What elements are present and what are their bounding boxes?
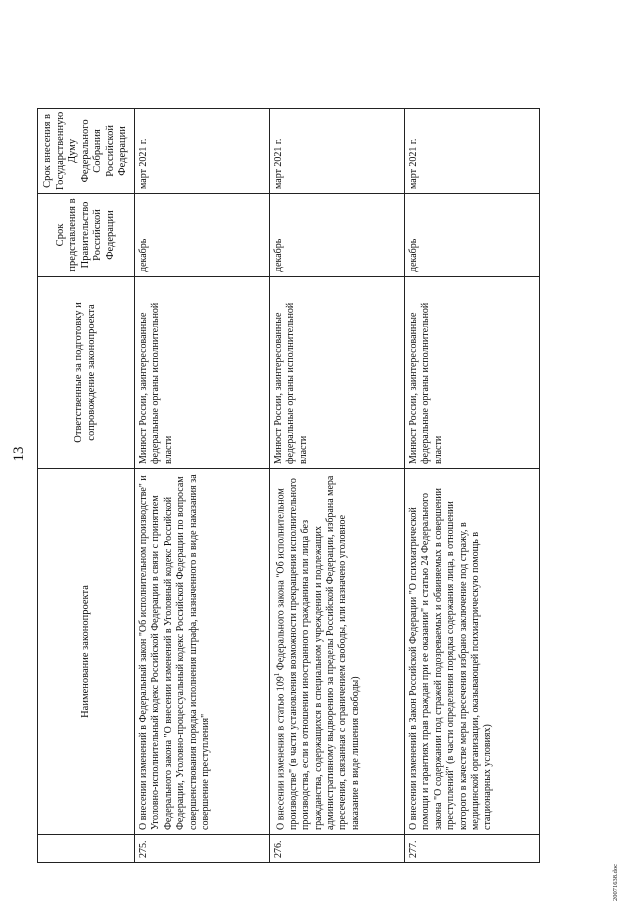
bill-title-part: О внесении изменения в статью 109 <box>275 676 287 830</box>
header-title: Наименование законопроекта <box>38 469 135 835</box>
header-number <box>38 835 135 863</box>
row-number: 276. <box>270 835 405 863</box>
document-code: 20071638.doc <box>612 863 619 901</box>
bill-title <box>270 469 405 835</box>
row-number: 277. <box>405 835 540 863</box>
article-superscript: 1 <box>273 672 281 677</box>
table-row <box>135 108 270 862</box>
header-government-deadline: Срок представления в Правительство Российской Федерации <box>38 194 135 277</box>
government-deadline: декабрь <box>270 194 405 277</box>
header-responsible: Ответственные за подготовку и сопровождение законопроекта <box>38 277 135 469</box>
table-header-row <box>38 108 135 862</box>
duma-deadline: март 2021 г. <box>405 108 540 193</box>
row-number: 275. <box>135 835 270 863</box>
government-deadline: декабрь <box>405 194 540 277</box>
page-number: 13 <box>11 446 27 462</box>
bill-title: О внесении изменений в Федеральный закон "Об исполнительном производстве" и Уголовно-исполнительный кодекс Российской Федерации в связи с принятием Федерального закона "О внесении изменений в Уголовный кодекс Российской Федерации, Уголовно-процессуальный кодекс Российской Федерации по вопросам совершенствования порядка исполнения штрафа, назначенного в виде наказания за совершение преступления" <box>135 469 270 835</box>
government-deadline: декабрь <box>135 194 270 277</box>
table-row <box>270 108 405 862</box>
bill-title-part: Федерального закона "Об исполнительном производстве" (в части установления возможности прекращения исполнительного производства, если в отношении иностранного гражданина или лица без гражданства, содержащихся в специальном учреждении и подлежащих административному выдворению за пределы Российской Федерации, избрана мера пресечения, связанная с ограничением свободы, или назначено уголовное наказание в виде лишения свободы) <box>275 475 361 830</box>
table-row <box>405 108 540 862</box>
bill-title: О внесении изменений в Закон Российской Федерации "О психиатрической помощи и гарантиях прав граждан при ее оказании" и статью 24 Федерального закона "О содержании под стражей подозреваемых и обвиняемых в совершении преступлений" (в части определения порядка содержания лица, в отношении которого в качестве меры пресечения избрано заключение под стражу, в медицинской организации, оказывающей психиатрическую помощь в стационарных условиях) <box>405 469 540 835</box>
duma-deadline: март 2021 г. <box>270 108 405 193</box>
header-duma-deadline: Срок внесения в Государственную Думу Федерального Собрания Российской Федерации <box>38 108 135 193</box>
responsible-bodies: Минюст России, заинтересованные федеральные органы исполнительной власти <box>405 277 540 469</box>
responsible-bodies: Минюст России, заинтересованные федеральные органы исполнительной власти <box>270 277 405 469</box>
bills-table <box>37 108 540 863</box>
duma-deadline: март 2021 г. <box>135 108 270 193</box>
responsible-bodies: Минюст России, заинтересованные федеральные органы исполнительной власти <box>135 277 270 469</box>
